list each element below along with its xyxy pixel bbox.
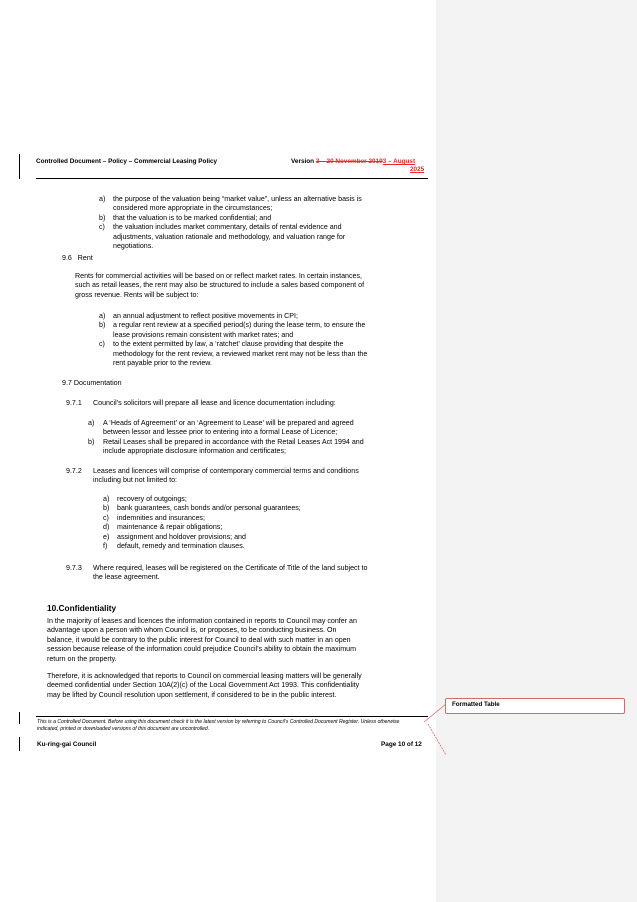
confidentiality-paragraph-1-line: In the majority of leases and licences the information contained in reports to Council may confer an bbox=[47, 617, 357, 625]
confidentiality-paragraph-2-line: may be lifted by Council resolution upon settlement, if considered to be in the public interest. bbox=[47, 690, 337, 699]
rent-item-text: lease provisions remain consistent with market rates; and bbox=[113, 330, 294, 339]
header-version bbox=[291, 158, 415, 165]
valuation-item-text: adjustments, valuation rationale and methodology, and valuation range for bbox=[113, 232, 346, 241]
section-9-7-2-item-label: c) bbox=[103, 513, 109, 522]
change-bar-footer-2 bbox=[19, 737, 20, 751]
section-9-7-3-line: Where required, leases will be registered on the Certificate of Title of the land subject to bbox=[93, 564, 368, 572]
section-9-7-2-line: Leases and licences will comprise of contemporary commercial terms and conditions bbox=[93, 467, 359, 475]
rent-item-text: rent payable prior to the review. bbox=[113, 359, 212, 367]
section-9-7-1-item-label: a) bbox=[88, 419, 95, 427]
confidentiality-paragraph-1-line: advantage upon a person with whom Council is, or proposes, to be conducting business. On bbox=[47, 626, 337, 635]
rent-item-text: a regular rent review at a specified period(s) during the lease term, to ensure the bbox=[113, 321, 366, 330]
section-9-7-1-item-text: include appropriate disclosure information and certificates; bbox=[103, 447, 286, 456]
valuation-item-label: b) bbox=[99, 213, 106, 222]
valuation-item-label: c) bbox=[99, 223, 105, 232]
version-prefix: Version bbox=[291, 158, 316, 165]
confidentiality-paragraph-2-line: Therefore, it is acknowledged that reports to Council on commercial leasing matters will be generally bbox=[47, 672, 362, 680]
section-9-7-2-item-label: a) bbox=[103, 495, 110, 503]
confidentiality-paragraph-1-line: balance, it would be contrary to the public interest for Council to deal with such matter in an open bbox=[47, 635, 351, 644]
documentation-heading: 9.7 Documentation bbox=[62, 379, 122, 387]
section-9-7-2-item-label: d) bbox=[103, 523, 110, 532]
section-9-7-2-item-text: bank guarantees, cash bonds and/or personal guarantees; bbox=[117, 504, 301, 513]
confidentiality-heading bbox=[47, 603, 116, 613]
section-9-7-1-number: 9.7.1 bbox=[66, 399, 82, 407]
confidentiality-heading-number: 10. bbox=[47, 603, 59, 613]
section-9-7-3-line: the lease agreement. bbox=[93, 573, 160, 582]
rent-paragraph-line: such as retail leases, the rent may also be structured to include a sales based component of bbox=[75, 281, 365, 290]
valuation-item-text: the purpose of the valuation being “market value”, unless an alternative basis is bbox=[113, 195, 362, 203]
section-9-7-1-text: Council’s solicitors will prepare all lease and licence documentation including: bbox=[93, 399, 336, 407]
section-9-7-2-item-label: b) bbox=[103, 504, 110, 513]
section-9-7-2-item-text: recovery of outgoings; bbox=[117, 495, 187, 503]
valuation-item-text: negotiations. bbox=[113, 242, 154, 250]
rent-item-label: b) bbox=[99, 321, 106, 330]
confidentiality-paragraph-1-line: return on the property. bbox=[47, 654, 117, 663]
section-9-7-1-item-text: A ‘Heads of Agreement’ or an ‘Agreement to Lease’ will be prepared and agreed bbox=[103, 419, 354, 427]
valuation-item-label: a) bbox=[99, 195, 106, 203]
confidentiality-paragraph-2-line: deemed confidential under Section 10A(2)(c) of the Local Government Act 1993. This confidentiality bbox=[47, 681, 360, 690]
rent-item-label: c) bbox=[99, 340, 105, 349]
comment-label: Formatted Table bbox=[452, 701, 500, 708]
valuation-item-text: considered more appropriate in the circumstances; bbox=[113, 204, 273, 213]
section-9-7-2-item-text: indemnities and insurances; bbox=[117, 513, 205, 522]
section-9-7-2-item-label: f) bbox=[103, 542, 108, 550]
section-9-7-2-line: including but not limited to: bbox=[93, 476, 177, 485]
section-9-7-1-item-label: b) bbox=[88, 437, 95, 446]
valuation-item-text: the valuation includes market commentary, details of rental evidence and bbox=[113, 223, 342, 232]
footer-note-line-2: indicated, printed or downloaded versions of this document are uncontrolled. bbox=[37, 726, 210, 732]
footer-note-line-1: This is a Controlled Document. Before using this document check it is the latest version by referring to Council’s Controlled Document Register. Unless otherwise bbox=[37, 719, 400, 725]
section-9-7-1-item-text: between lessor and lessee prior to entering into a formal Lease of Licence; bbox=[103, 428, 338, 437]
version-inserted-year: 2025 bbox=[410, 166, 425, 173]
section-9-7-3-number: 9.7.3 bbox=[66, 564, 82, 572]
rent-paragraph-line: gross revenue. Rents will be subject to: bbox=[75, 290, 199, 299]
comment-balloon[interactable] bbox=[445, 698, 625, 714]
rent-item-text: methodology for the rent review, a reviewed market rent may not be less than the bbox=[113, 349, 368, 358]
rent-item-text: an annual adjustment to reflect positive movements in CPI; bbox=[113, 312, 298, 320]
footer-rule bbox=[36, 716, 428, 717]
section-9-7-2-item-text: assignment and holdover provisions; and bbox=[117, 532, 246, 541]
section-9-7-2-item-label: e) bbox=[103, 532, 110, 541]
footer-org: Ku-ring-gai Council bbox=[37, 741, 97, 748]
footer-page-number: Page 10 of 12 bbox=[381, 741, 422, 748]
valuation-item-text: that the valuation is to be marked confidential; and bbox=[113, 213, 272, 222]
change-bar-header bbox=[19, 154, 20, 179]
rent-heading: 9.6 Rent bbox=[62, 254, 93, 262]
rent-item-text: to the extent permitted by law, a ‘ratchet’ clause providing that despite the bbox=[113, 340, 344, 349]
section-9-7-2-item-text: maintenance & repair obligations; bbox=[117, 523, 223, 532]
confidentiality-paragraph-1-line: session because release of the information could prejudice Council’s ability to obtain the maximum bbox=[47, 645, 357, 654]
section-9-7-2-number: 9.7.2 bbox=[66, 467, 82, 475]
rent-paragraph-line: Rents for commercial activities will be based on or reflect market rates. In certain instances, bbox=[75, 272, 363, 280]
version-inserted: 3 – August bbox=[382, 158, 416, 165]
markup-pane bbox=[436, 0, 637, 902]
section-9-7-2-item-text: default, remedy and termination clauses. bbox=[117, 542, 245, 550]
change-bar-footer-1 bbox=[19, 712, 20, 724]
section-9-7-1-item-text: Retail Leases shall be prepared in accordance with the Retail Leases Act 1994 and bbox=[103, 437, 364, 446]
confidentiality-heading-text: Confidentiality bbox=[58, 603, 117, 613]
rent-item-label: a) bbox=[99, 312, 106, 320]
header-title: Controlled Document – Policy – Commercial Leasing Policy bbox=[36, 158, 218, 165]
header-rule bbox=[36, 178, 428, 179]
version-deleted: 3 – 20 November 2019 bbox=[315, 158, 383, 165]
